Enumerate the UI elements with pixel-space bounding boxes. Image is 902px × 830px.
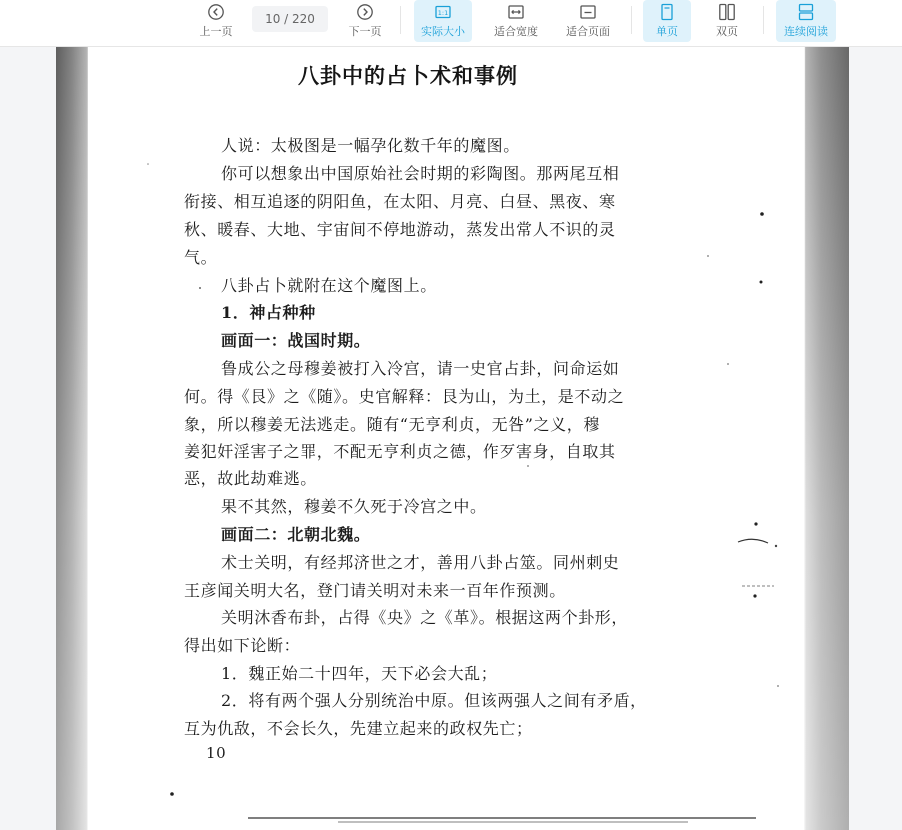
text-line: 2．将有两个强人分别统治中原。但该两强人之间有矛盾， — [221, 691, 647, 710]
scan-shadow-left — [56, 46, 88, 830]
scan-shadow-right — [805, 46, 849, 830]
double-page-icon — [718, 3, 736, 21]
continuous-reading-icon — [797, 3, 815, 21]
actual-size-label: 实际大小 — [421, 25, 465, 38]
single-page-button[interactable] — [643, 0, 691, 42]
text-line: 姜犯奸淫害子之罪，不配无亨利贞之德，作歹害身，自取其 — [184, 442, 616, 461]
text-line: 秋、暖春、大地、宇宙间不停地游动，蒸发出常人不识的灵 — [184, 220, 616, 239]
toolbar-divider — [400, 6, 401, 34]
page-indicator[interactable]: 10 / 220 — [252, 6, 328, 32]
text-line: 八卦占卜就附在这个魔图上。 — [221, 276, 437, 295]
toolbar-divider — [763, 6, 764, 34]
prev-page-button[interactable] — [196, 0, 236, 42]
text-line: 1．魏正始二十四年，天下必会大乱； — [221, 664, 498, 683]
actual-size-icon — [434, 3, 452, 21]
document-viewport[interactable] — [56, 46, 849, 830]
fit-width-icon — [507, 3, 525, 21]
text-line: 王彦闻关明大名，登门请关明对未来一百年作预测。 — [184, 581, 566, 600]
single-page-icon — [658, 3, 676, 21]
text-line: 得出如下论断： — [184, 636, 301, 655]
single-page-label: 单页 — [656, 25, 678, 38]
fit-width-label: 适合宽度 — [494, 25, 538, 38]
text-line: 关明沐香布卦，占得《央》之《革》。根据这两个卦形， — [221, 608, 629, 627]
double-page-label: 双页 — [716, 25, 738, 38]
text-line: 衔接、相互追逐的阴阳鱼，在太阳、月亮、白昼、黑夜、寒 — [184, 192, 616, 211]
scan-noise — [88, 46, 804, 830]
text-line: 气。 — [184, 248, 218, 267]
svg-text:1:1: 1:1 — [437, 9, 449, 17]
text-line: 术士关明，有经邦济世之才，善用八卦占筮。同州刺史 — [221, 553, 620, 572]
fit-page-label: 适合页面 — [566, 25, 610, 38]
page-number: 10 — [206, 744, 227, 762]
text-line: 人说：太极图是一幅孕化数千年的魔图。 — [221, 136, 520, 155]
text-line: 恶，故此劫难逃。 — [184, 469, 317, 488]
text-line: 果不其然，穆姜不久死于冷宫之中。 — [221, 497, 487, 516]
text-line: 象，所以穆姜无法逃走。随有“无亨利贞，无咎”之义，穆 — [184, 415, 600, 434]
section-heading: 1．神占种种 — [221, 303, 316, 322]
text-line: 鲁成公之母穆姜被打入冷宫，请一史官占卦，问命运如 — [221, 359, 620, 378]
fit-page-button[interactable] — [560, 0, 616, 42]
subsection-heading: 画面一：战国时期。 — [221, 331, 371, 350]
continuous-reading-button[interactable] — [776, 0, 836, 42]
text-line: 你可以想象出中国原始社会时期的彩陶图。那两尾互相 — [221, 164, 620, 183]
prev-page-label: 上一页 — [199, 25, 233, 38]
text-line: 何。得《艮》之《随》。史官解释：艮为山，为土，是不动之 — [184, 387, 625, 406]
subsection-heading: 画面二：北朝北魏。 — [221, 525, 371, 544]
chevron-right-circle-icon — [356, 3, 374, 21]
page-title: 八卦中的占卜术和事例 — [298, 63, 518, 88]
double-page-button[interactable] — [705, 0, 749, 42]
viewer-toolbar — [0, 0, 902, 47]
chevron-left-circle-icon — [207, 3, 225, 21]
scanned-page — [88, 46, 804, 830]
next-page-label: 下一页 — [348, 25, 382, 38]
next-page-button[interactable] — [345, 0, 385, 42]
text-line: 互为仇敌，不会长久，先建立起来的政权先亡； — [184, 719, 533, 738]
actual-size-button[interactable] — [414, 0, 472, 42]
fit-page-icon — [579, 3, 597, 21]
continuous-reading-label: 连续阅读 — [784, 25, 828, 38]
toolbar-divider — [631, 6, 632, 34]
fit-width-button[interactable] — [488, 0, 544, 42]
